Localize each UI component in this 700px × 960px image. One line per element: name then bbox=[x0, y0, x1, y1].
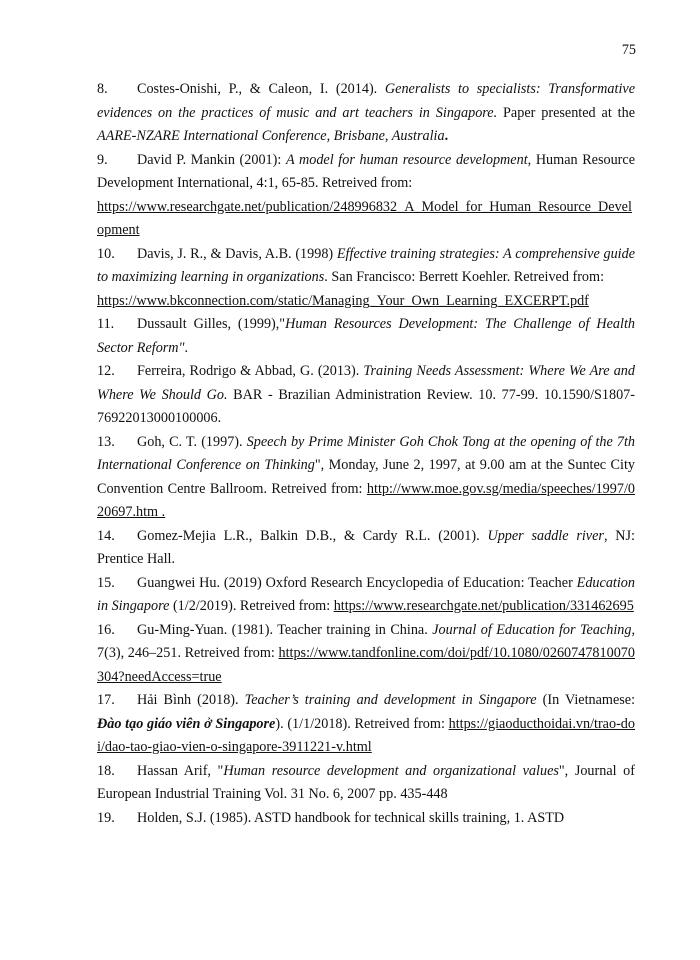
reference-authors: Guangwei Hu. (2019) Oxford Research Encyclopedia of Education: Teacher bbox=[137, 574, 577, 591]
reference-authors: Hải Bình (2018). bbox=[137, 692, 245, 708]
reference-link[interactable]: https://www.bkconnection.com/static/Managing_Your_Own_Learning_EXCERPT.pdf bbox=[97, 292, 589, 309]
reference-link[interactable]: http://www.moe.gov.sg/media/speeches/1997/020697.htm . bbox=[97, 480, 635, 520]
reference-number: 18. bbox=[97, 762, 115, 779]
reference-number: 13. bbox=[97, 433, 115, 450]
reference-title: Effective training strategies: A comprehensive guide to maximizing learning in organizations bbox=[97, 245, 635, 285]
reference-authors: Dussault Gilles, (1999)," bbox=[137, 316, 286, 332]
reference-authors: Costes-Onishi, P., & Caleon, I. (2014). bbox=[137, 81, 385, 97]
reference-details: , NJ: Prentice Hall. bbox=[97, 527, 635, 567]
reference-details: . San Francisco: Berrett Koehler. Retreived from: bbox=[324, 269, 605, 285]
reference-item-13 bbox=[97, 431, 635, 525]
reference-details: BAR - Brazilian Administration Review. 10. 77-99. 10.1590/S1807-76922013000100006. bbox=[97, 386, 635, 426]
reference-link[interactable]: https://giaoducthoidai.vn/trao-doi/dao-tao-giao-vien-o-singapore-3911221-v.html bbox=[97, 715, 635, 755]
reference-authors: Holden, S.J. (1985). ASTD handbook for technical skills training, 1. ASTD bbox=[137, 809, 565, 826]
reference-title: Human Resources Development: The Challenge of Health Sector Reform" bbox=[97, 316, 635, 356]
page-number: 75 bbox=[621, 42, 636, 58]
reference-item-19 bbox=[97, 807, 635, 831]
reference-link[interactable]: https://www.researchgate.net/publication/248996832_A_Model_for_Human_Resource_Development bbox=[97, 198, 632, 238]
reference-title: Generalists to specialists: Transformative evidences on the practices of music and art teachers in Singapore. bbox=[97, 81, 635, 121]
reference-title: Upper saddle river bbox=[487, 527, 604, 544]
reference-authors: Ferreira, Rodrigo & Abbad, G. (2013). bbox=[137, 363, 364, 379]
reference-item-12 bbox=[97, 360, 635, 431]
reference-number: 16. bbox=[97, 621, 115, 638]
reference-title: A model for human resource development bbox=[285, 151, 528, 168]
reference-details: , Human Resource Development International, 4:1, 65-85. Retreived from: bbox=[97, 151, 635, 191]
reference-title: Human resource development and organizational values bbox=[223, 762, 559, 779]
reference-authors: Gomez-Mejia L.R., Balkin D.B., & Cardy R.L. (2001). bbox=[137, 527, 488, 544]
reference-title: Education in Singapore bbox=[97, 574, 635, 614]
reference-authors: Hassan Arif, " bbox=[137, 762, 224, 779]
reference-details: , 7(3), 246–251. Retreived from: bbox=[97, 621, 635, 661]
reference-title: Journal of Education for Teaching bbox=[432, 621, 632, 638]
reference-item-14 bbox=[97, 525, 635, 572]
reference-number: 11. bbox=[97, 316, 115, 332]
reference-item-17 bbox=[97, 689, 635, 760]
reference-list bbox=[97, 78, 635, 830]
reference-item-9 bbox=[97, 149, 635, 243]
reference-link[interactable]: https://www.researchgate.net/publication/331462695 bbox=[333, 598, 634, 614]
reference-end: . bbox=[444, 128, 449, 144]
reference-number: 10. bbox=[97, 245, 115, 262]
reference-item-11 bbox=[97, 313, 635, 360]
reference-item-10 bbox=[97, 243, 635, 314]
reference-venue: AARE-NZARE International Conference, Brisbane, Australia bbox=[97, 128, 445, 144]
reference-link[interactable]: https://www.tandfonline.com/doi/pdf/10.1080/0260747810070304?needAccess=true bbox=[97, 645, 635, 685]
reference-number: 9. bbox=[97, 151, 108, 168]
reference-details: ", Journal of European Industrial Training Vol. 31 No. 6, 2007 pp. 435-448 bbox=[97, 762, 635, 802]
reference-item-16 bbox=[97, 619, 635, 690]
reference-details-2: ). (1/1/2018). Retreived from: bbox=[275, 715, 445, 732]
reference-item-8 bbox=[97, 78, 635, 149]
reference-authors: David P. Mankin (2001): bbox=[137, 151, 286, 168]
reference-title: Teacher’s training and development in Singapore bbox=[244, 692, 537, 708]
reference-number: 19. bbox=[97, 809, 115, 826]
reference-number: 17. bbox=[97, 692, 115, 708]
reference-details: ", Monday, June 2, 1997, at 9.00 am at the Suntec City Convention Centre Ballroom. Retreived from: bbox=[97, 457, 635, 497]
reference-authors: Goh, C. T. (1997). bbox=[137, 433, 247, 450]
reference-details: (1/2/2019). Retreived from: bbox=[169, 598, 331, 614]
reference-title: Training Needs Assessment: Where We Are and Where We Should Go. bbox=[97, 363, 635, 403]
reference-details: Paper presented at the bbox=[497, 104, 635, 121]
reference-title-vietnamese: Đào tạo giáo viên ở Singapore bbox=[97, 715, 276, 732]
reference-number: 12. bbox=[97, 363, 115, 379]
reference-number: 14. bbox=[97, 527, 115, 544]
reference-authors: Davis, J. R., & Davis, A.B. (1998) bbox=[137, 245, 337, 262]
reference-item-15 bbox=[97, 572, 635, 619]
reference-item-18 bbox=[97, 760, 635, 807]
reference-number: 8. bbox=[97, 81, 108, 97]
reference-authors: Gu-Ming-Yuan. (1981). Teacher training in China. bbox=[137, 621, 433, 638]
reference-details: . bbox=[184, 339, 189, 356]
reference-title: Speech by Prime Minister Goh Chok Tong at the opening of the 7th International Conference on Thinking bbox=[97, 433, 636, 473]
reference-number: 15. bbox=[97, 574, 115, 591]
reference-details: (In Vietnamese: bbox=[536, 692, 636, 708]
